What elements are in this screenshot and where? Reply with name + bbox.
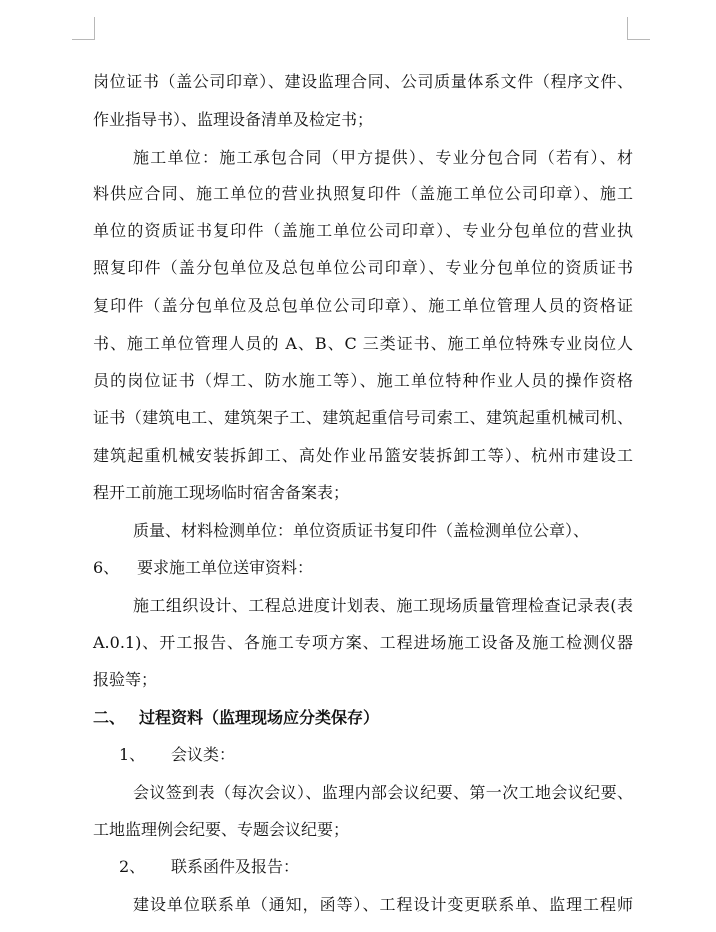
text-line: 建设单位联系单（通知，函等）、工程设计变更联系单、监理工程师 <box>133 895 633 914</box>
section-number: 二、 <box>93 708 126 727</box>
text-line: 工地监理例会纪要、专题会议纪要； <box>93 820 350 839</box>
subsection-number: 1、 <box>119 745 146 764</box>
section-heading: 过程资料（监理现场应分类保存） <box>139 708 380 727</box>
text-line: 员的岗位证书（焊工、防水施工等）、施工单位特种作业人员的操作资格 <box>93 371 633 390</box>
text-line: 书、施工单位管理人员的 A、B、C 三类证书、施工单位特殊专业岗位人 <box>93 334 633 353</box>
item-heading: 要求施工单位送审资料： <box>137 558 314 577</box>
text-line: 证书（建筑电工、建筑架子工、建筑起重信号司索工、建筑起重机械司机、 <box>93 408 633 427</box>
text-line: 岗位证书（盖公司印章）、建设监理合同、公司质量体系文件（程序文件、 <box>93 72 633 91</box>
subsection-heading: 联系函件及报告： <box>171 857 300 876</box>
crop-mark-top-right <box>627 17 650 40</box>
text-line: 建筑起重机械安装拆卸工、高处作业吊篮安装拆卸工等）、杭州市建设工 <box>93 446 633 465</box>
subsection-heading: 会议类： <box>171 745 236 764</box>
text-line: 单位的资质证书复印件（盖施工单位公司印章）、专业分包单位的营业执 <box>93 221 633 240</box>
text-line: 施工单位：施工承包合同（甲方提供）、专业分包合同（若有）、材 <box>133 148 633 167</box>
text-line: 照复印件（盖分包单位及总包单位公司印章）、专业分包单位的资质证书 <box>93 258 633 277</box>
item-number: 6、 <box>93 558 120 577</box>
subsection-number: 2、 <box>119 857 146 876</box>
text-line: 报验等； <box>93 670 158 689</box>
text-line: 复印件（盖分包单位及总包单位公司印章）、施工单位管理人员的资格证 <box>93 296 633 315</box>
text-line: A.0.1)、开工报告、各施工专项方案、工程进场施工设备及施工检测仪器 <box>93 633 633 652</box>
text-line: 料供应合同、施工单位的营业执照复印件（盖施工单位公司印章）、施工 <box>93 184 633 203</box>
text-line: 质量、材料检测单位：单位资质证书复印件（盖检测单位公章）、 <box>133 521 590 540</box>
text-line: 施工组织设计、工程总进度计划表、施工现场质量管理检查记录表(表 <box>133 596 633 615</box>
text-line: 程开工前施工现场临时宿舍备案表； <box>93 483 350 502</box>
text-line: 作业指导书）、监理设备清单及检定书； <box>93 110 374 129</box>
text-line: 会议签到表（每次会议）、监理内部会议纪要、第一次工地会议纪要、 <box>133 783 633 802</box>
crop-mark-top-left <box>72 17 95 40</box>
